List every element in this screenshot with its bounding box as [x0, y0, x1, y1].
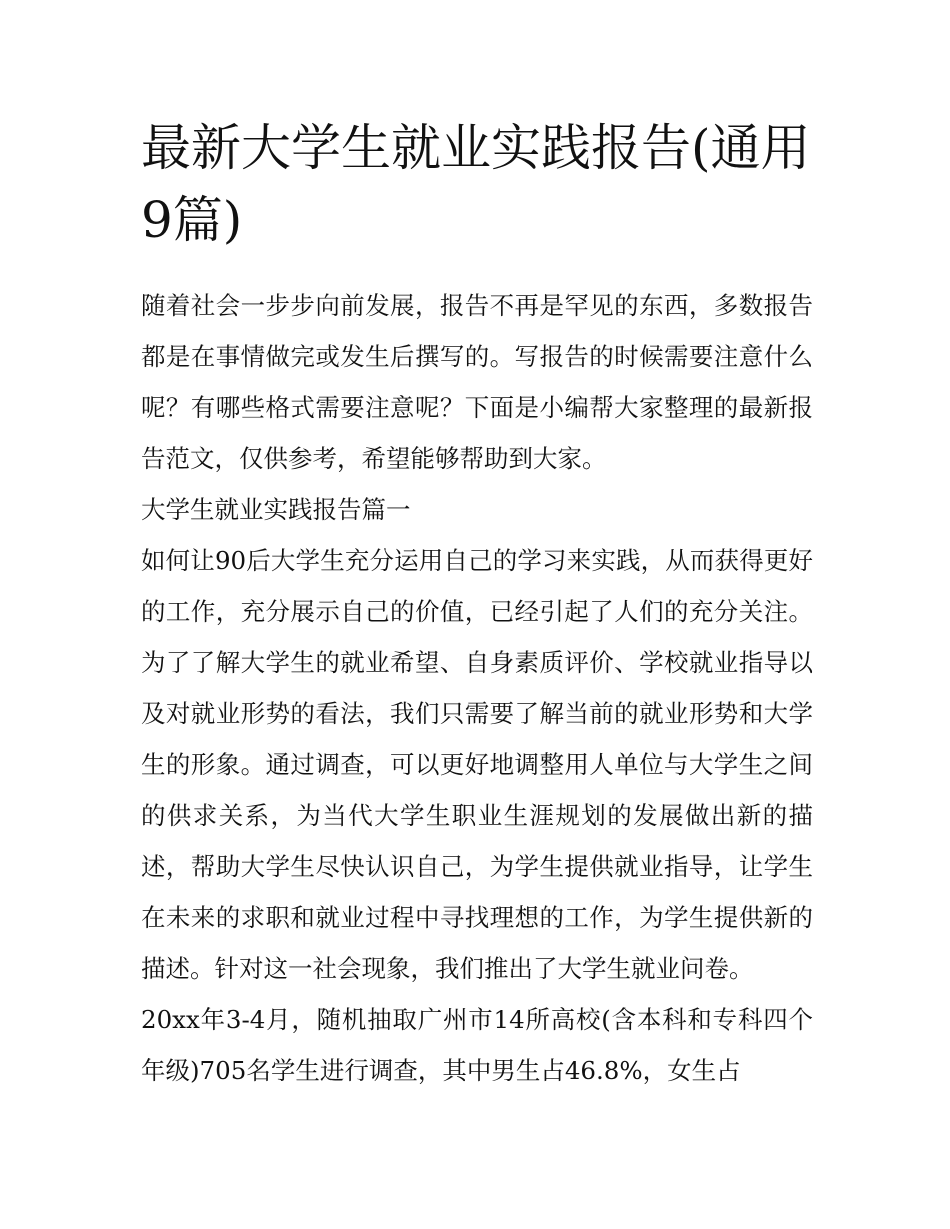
- body-paragraph-1: 如何让90后大学生充分运用自己的学习来实践，从而获得更好的工作，充分展示自己的价值，已经引起了人们的充分关注。为了了解大学生的就业希望、自身素质评价、学校就业指导以及对就业形势的看法，我们只需要了解当前的就业形势和大学生的形象。通过调查，可以更好地调整用人单位与大学生之间的供求关系，为当代大学生职业生涯规划的发展做出新的描述，帮助大学生尽快认识自己，为学生提供就业指导，让学生在未来的求职和就业过程中寻找理想的工作，为学生提供新的描述。针对这一社会现象，我们推出了大学生就业问卷。: [141, 546, 813, 983]
- body-paragraph-2: 20xx年3-4月，随机抽取广州市14所高校(含本科和专科四个年级)705名学生进行调查，其中男生占46.8%，女生占: [141, 1005, 813, 1085]
- section-heading: 大学生就业实践报告篇一: [141, 495, 411, 524]
- intro-paragraph: 随着社会一步步向前发展，报告不再是罕见的东西，多数报告都是在事情做完或发生后撰写的。写报告的时候需要注意什么呢？有哪些格式需要注意呢？下面是小编帮大家整理的最新报告范文，仅供参考，希望能够帮助到大家。: [141, 291, 813, 473]
- document-title: 最新大学生就业实践报告(通用9篇): [141, 119, 811, 249]
- document-body: [141, 112, 813, 1096]
